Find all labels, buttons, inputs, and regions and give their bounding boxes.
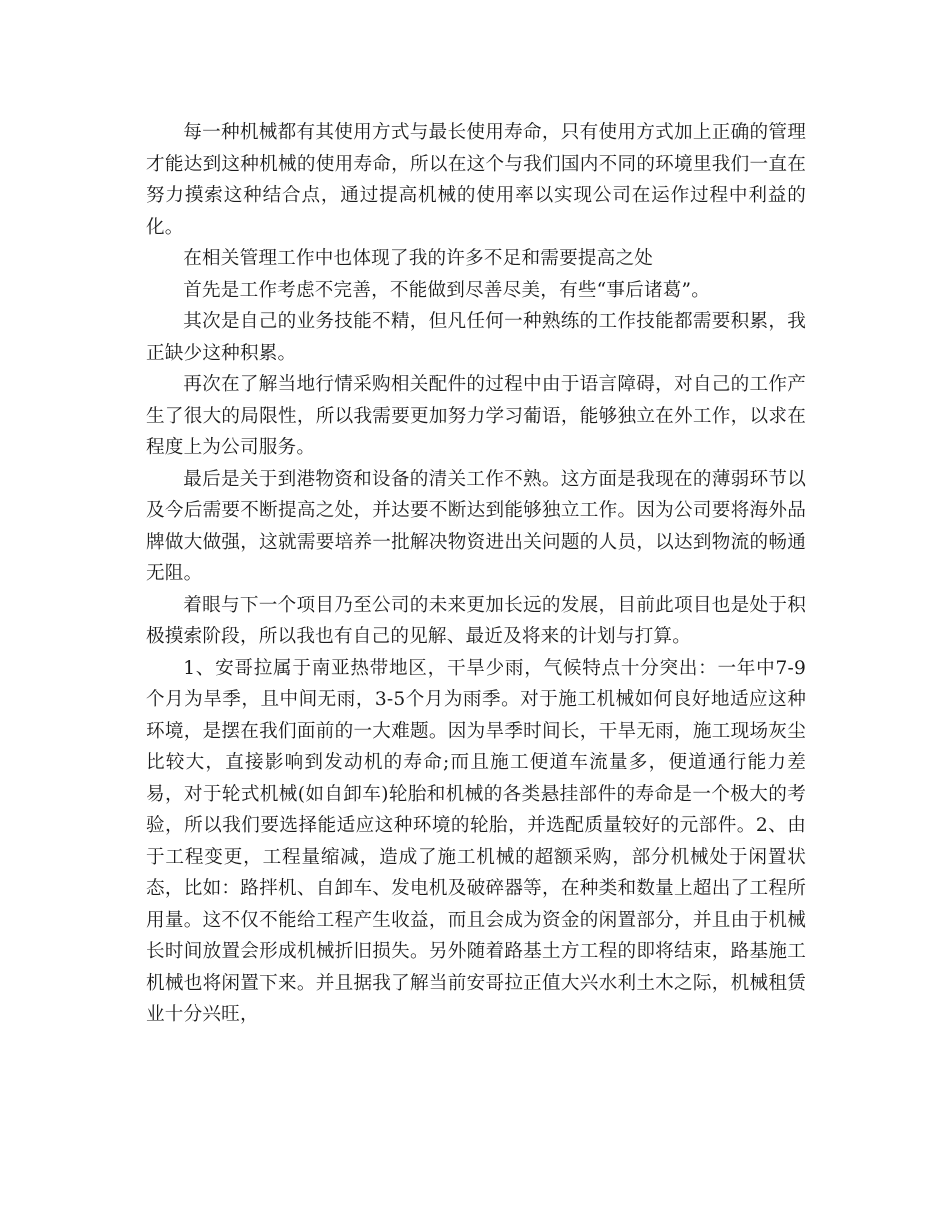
paragraph-last-point: 最后是关于到港物资和设备的清关工作不熟。这方面是我现在的薄弱环节以及今后需要不断提高之处，并达要不断达到能够独立工作。因为公司要将海外品牌做大做强，这就需要培养一批解决物资进出关问题的人员，以达到物流的畅通无阻。	[146, 468, 806, 584]
paragraph-angola-climate: 1、安哥拉属于南亚热带地区，干旱少雨，气候特点十分突出：一年中7-9个月为旱季，且中间无雨，3-5个月为雨季。对于施工机械如何良好地适应这种环境，是摆在我们面前的一大难题。因为旱季时间长，干旱无雨，施工现场灰尘比较大，直接影响到发动机的寿命;而且施工便道车流量多，便道通行能力差易，对于轮式机械(如自卸车)轮胎和机械的各类悬挂部件的寿命是一个极大的考验，所以我们要选择能适应这种环境的轮胎，并选配质量较好的元部件。2、由于工程变更，工程量缩减，造成了施工机械的超额采购，部分机械处于闲置状态，比如：路拌机、自卸车、发电机及破碎器等，在种类和数量上超出了工程所用量。这不仅不能给工程产生收益，而且会成为资金的闲置部分，并且由于机械长时间放置会形成机械折旧损失。另外随着路基土方工程的即将结束，路基施工机械也将闲置下来。并且据我了解当前安哥拉正值大兴水利土木之际，机械租赁业十分兴旺，	[146, 657, 806, 1025]
paragraph-first-point: 首先是工作考虑不完善，不能做到尽善尽美，有些“事后诸葛”。	[183, 279, 711, 301]
paragraph-machine-lifespan: 每一种机械都有其使用方式与最长使用寿命，只有使用方式加上正确的管理才能达到这种机械的使用寿命，所以在这个与我们国内不同的环境里我们一直在努力摸索这种结合点，通过提高机械的使用率以实现公司在运作过程中利益的化。	[146, 122, 806, 238]
paragraph-third-point: 再次在了解当地行情采购相关配件的过程中由于语言障碍，对自己的工作产生了很大的局限性，所以我需要更加努力学习葡语，能够独立在外工作，以求在程度上为公司服务。	[146, 374, 806, 458]
paragraph-shortcomings-intro: 在相关管理工作中也体现了我的许多不足和需要提高之处	[183, 248, 654, 269]
document-body	[146, 117, 806, 1031]
paragraph-future-plans: 着眼与下一个项目乃至公司的未来更加长远的发展，目前此项目也是处于积极摸索阶段，所以我也有自己的见解、最近及将来的计划与打算。	[146, 594, 806, 647]
paragraph-second-point: 其次是自己的业务技能不精，但凡任何一种熟练的工作技能都需要积累，我正缺少这种积累。	[146, 311, 806, 364]
